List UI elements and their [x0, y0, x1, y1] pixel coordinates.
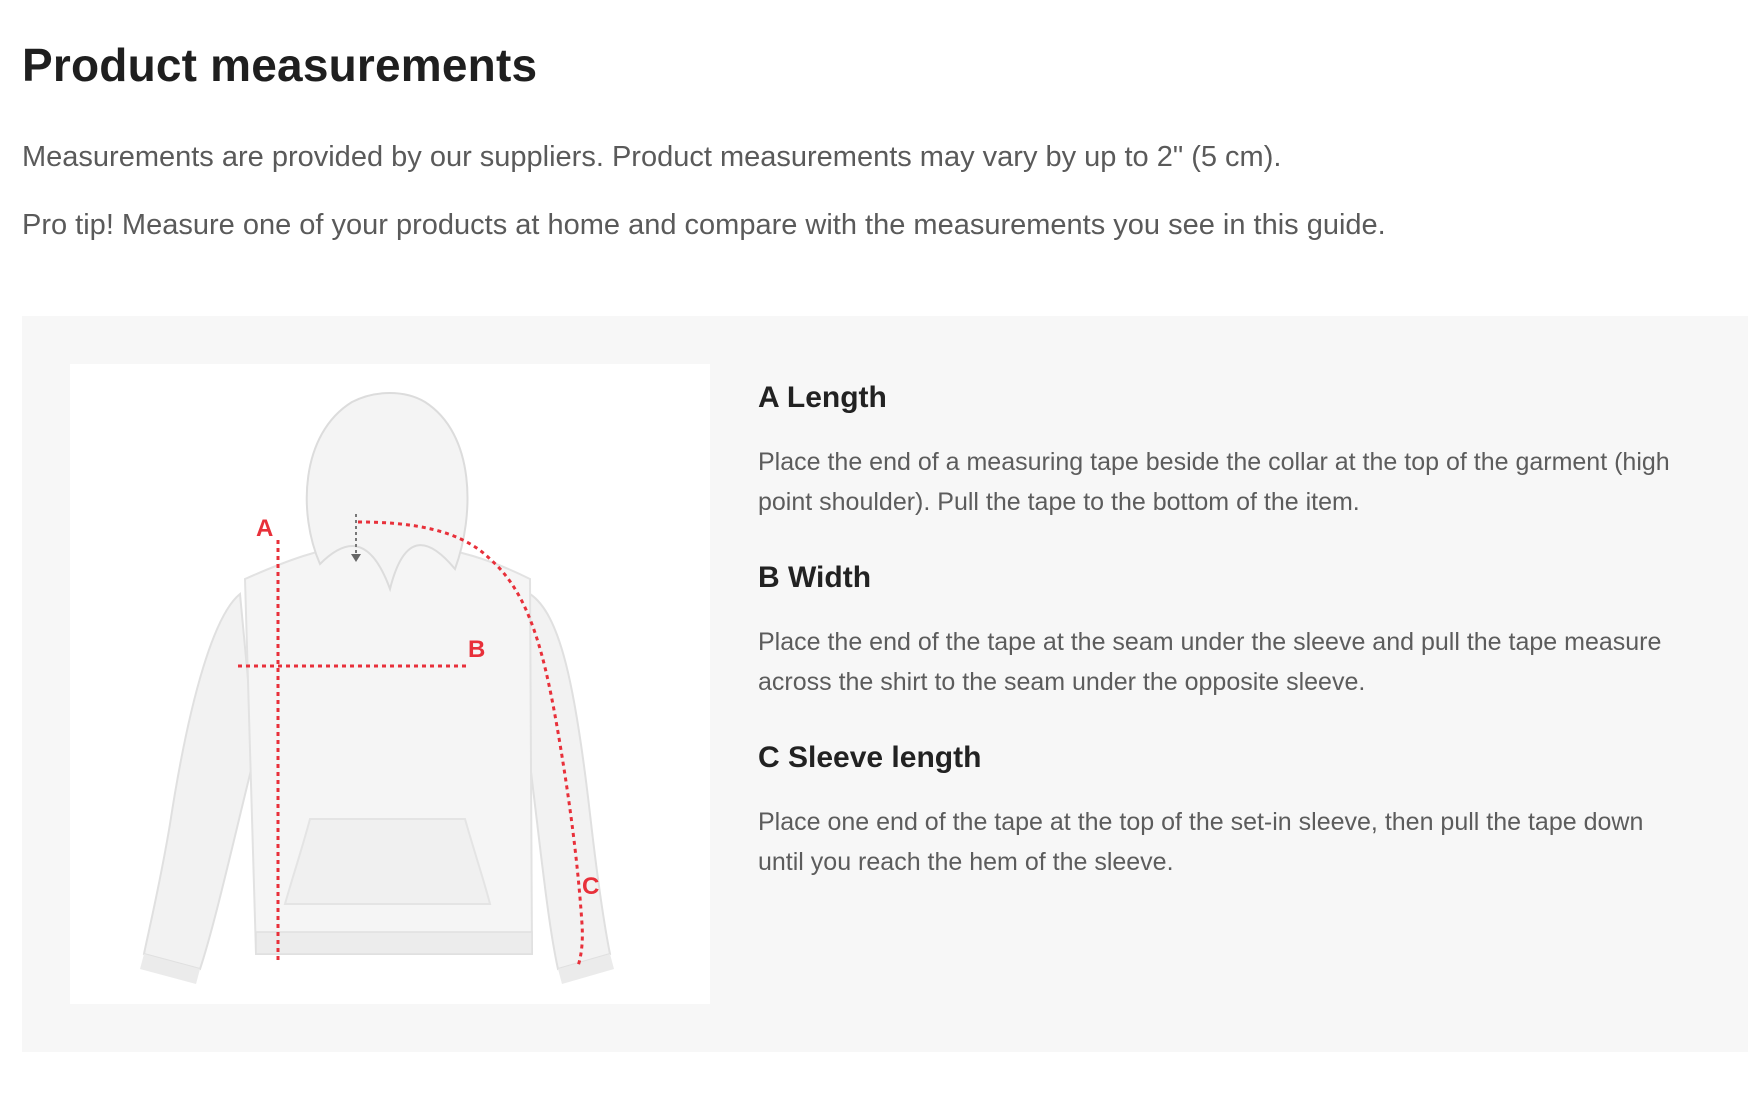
label-a: A: [256, 515, 274, 542]
label-b: B: [468, 636, 486, 663]
intro-supplier-note: Measurements are provided by our suppliers. Product measurements may vary by up to 2" (5 cm).: [22, 141, 1282, 173]
measurement-heading: B Width: [758, 561, 872, 594]
measurement-c-sleeve-length: [758, 740, 1688, 882]
measurement-guide-panel: [22, 316, 1748, 1052]
hoodie-illustration: [70, 364, 710, 1004]
measurement-description: Place one end of the tape at the top of the set-in sleeve, then pull the tape down until you reach the hem of the sleeve.: [758, 808, 1644, 876]
hoodie-measurement-diagram: [70, 364, 710, 1004]
measurement-heading: C Sleeve length: [758, 741, 982, 774]
measurement-b-width: [758, 560, 1688, 702]
measurement-heading: A Length: [758, 381, 887, 414]
label-c: C: [582, 873, 600, 900]
measurement-a-length: [758, 380, 1688, 522]
page-title: Product measurements: [22, 39, 538, 91]
measurement-description: Place the end of a measuring tape beside the collar at the top of the garment (high point shoulder). Pull the tape to the bottom of the item.: [758, 448, 1670, 516]
hoodie-shape: [140, 393, 614, 984]
measurement-description: Place the end of the tape at the seam under the sleeve and pull the tape measure across the shirt to the seam under the opposite sleeve.: [758, 628, 1662, 696]
intro-pro-tip: Pro tip! Measure one of your products at home and compare with the measurements you see in this guide.: [22, 209, 1386, 241]
measurement-descriptions: [758, 380, 1688, 920]
